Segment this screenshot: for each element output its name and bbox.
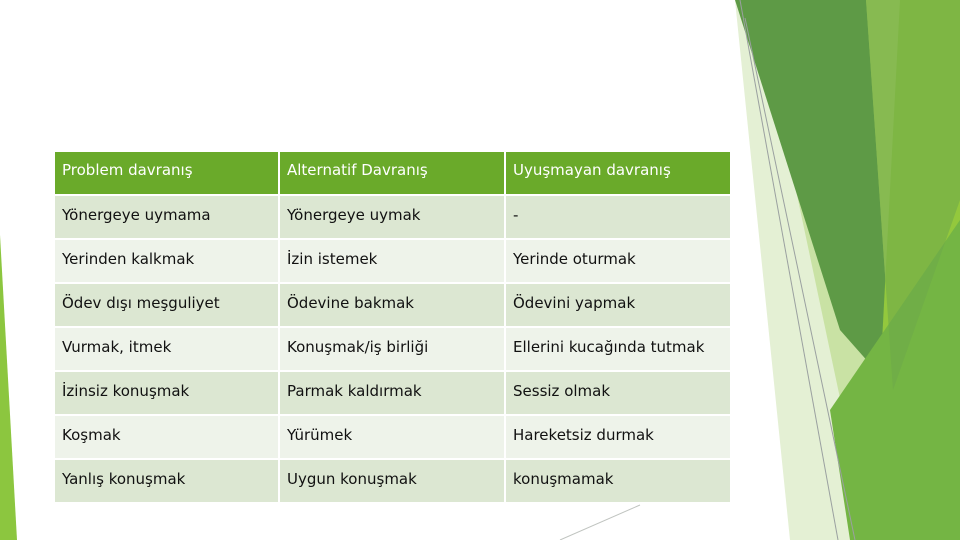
table-cell: Ödev dışı meşguliyet — [54, 283, 279, 327]
table-cell: Ödevine bakmak — [279, 283, 505, 327]
table-cell: Yönergeye uymak — [279, 195, 505, 239]
table-cell: Yerinden kalkmak — [54, 239, 279, 283]
table-cell: Hareketsiz durmak — [505, 415, 731, 459]
bottom-thin-line — [560, 505, 640, 540]
table-row — [54, 415, 731, 459]
table-cell: Ödevini yapmak — [505, 283, 731, 327]
table-header-row — [54, 151, 731, 195]
table-cell: Yanlış konuşmak — [54, 459, 279, 503]
header-incompatible-behavior: Uyuşmayan davranış — [505, 151, 731, 195]
table-row — [54, 283, 731, 327]
table-cell: Sessiz olmak — [505, 371, 731, 415]
table-cell: Uygun konuşmak — [279, 459, 505, 503]
table-cell: Konuşmak/iş birliği — [279, 327, 505, 371]
table-cell: Koşmak — [54, 415, 279, 459]
table-cell: - — [505, 195, 731, 239]
table-cell: Yerinde oturmak — [505, 239, 731, 283]
table-cell: Yönergeye uymama — [54, 195, 279, 239]
table-cell: Parmak kaldırmak — [279, 371, 505, 415]
table-row — [54, 459, 731, 503]
table-row — [54, 327, 731, 371]
table-cell: İzinsiz konuşmak — [54, 371, 279, 415]
table-row — [54, 195, 731, 239]
table-row — [54, 371, 731, 415]
behavior-table — [53, 150, 732, 504]
header-problem-behavior: Problem davranış — [54, 151, 279, 195]
left-triangle-accent — [0, 235, 17, 540]
table-cell: Ellerini kucağında tutmak — [505, 327, 731, 371]
table-cell: Yürümek — [279, 415, 505, 459]
table-cell: İzin istemek — [279, 239, 505, 283]
header-alternative-behavior: Alternatif Davranış — [279, 151, 505, 195]
table-row — [54, 239, 731, 283]
table-cell: Vurmak, itmek — [54, 327, 279, 371]
table-cell: konuşmamak — [505, 459, 731, 503]
